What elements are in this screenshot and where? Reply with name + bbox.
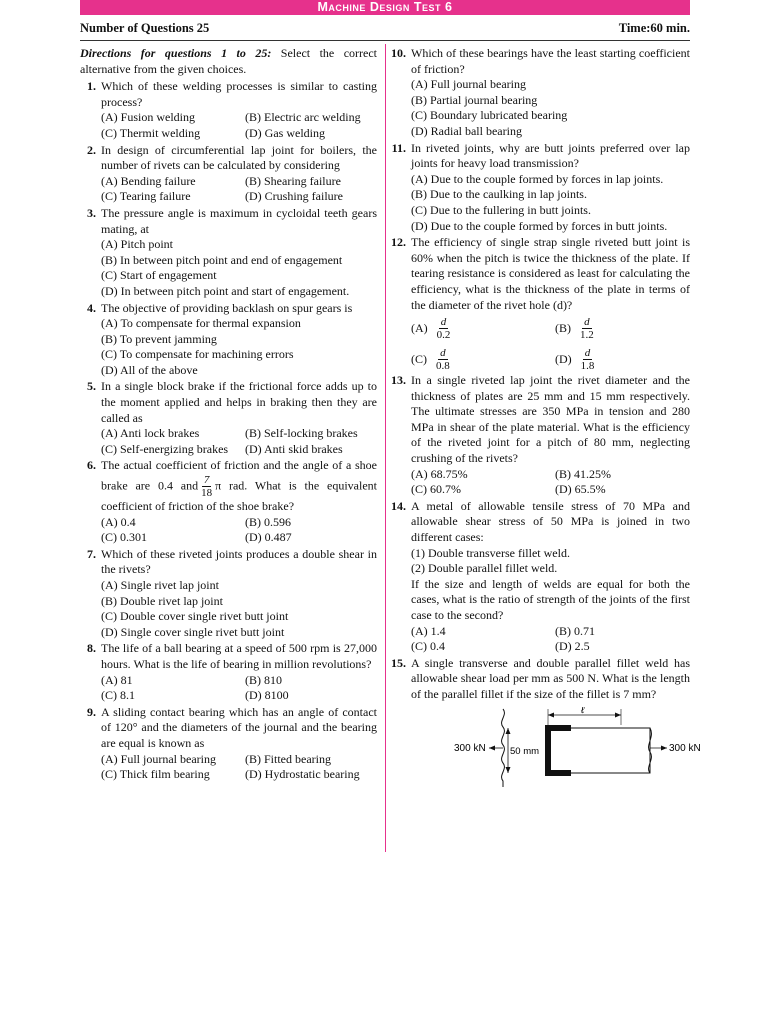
question-number: 7. bbox=[87, 546, 96, 561]
answer-option: (B) 41.25% bbox=[555, 466, 611, 481]
question-stem: In a single block brake if the frictional force adds up to the moment applied and helps in braking then they are called as bbox=[101, 379, 377, 425]
question-count: Number of Questions 25 bbox=[80, 21, 210, 35]
answer-option: (B) Electric arc welding bbox=[245, 110, 361, 125]
answer-option: (A) Single rivet lap joint bbox=[101, 578, 219, 592]
answer-option: (C) 60.7% bbox=[411, 482, 461, 497]
answer-options bbox=[101, 673, 377, 704]
option-label: (B) bbox=[555, 320, 571, 335]
answer-option: (B) Shearing failure bbox=[245, 173, 341, 188]
question-number: 3. bbox=[87, 205, 96, 220]
question bbox=[80, 705, 377, 783]
answer-option bbox=[411, 347, 555, 372]
option-fraction bbox=[435, 316, 453, 341]
answer-option: (D) Radial ball bearing bbox=[411, 123, 522, 138]
question-number: 10. bbox=[391, 46, 406, 60]
question-stem: In design of circumferential lap joint for boilers, the number of rivets can be calculated by considering bbox=[101, 142, 377, 173]
answer-option: (A) Full journal bearing bbox=[101, 751, 216, 766]
question-number: 5. bbox=[87, 379, 96, 394]
answer-option: (B) 810 bbox=[245, 672, 282, 687]
question bbox=[80, 79, 377, 141]
answer-option: (A) Fusion welding bbox=[101, 110, 195, 125]
answer-option: (D) 65.5% bbox=[555, 482, 606, 497]
length-label: ℓ bbox=[581, 706, 585, 716]
question-number: 9. bbox=[87, 704, 96, 719]
question-stem: The efficiency of single strap single riveted butt joint is 60% when the pitch is twice the thickness of the plate. If tearing resistance is considered as least for calculating the efficiency, what is the thickness of the plate in terms of the diameter of the rivet hole (d)? bbox=[411, 235, 690, 312]
question-stem: In a single riveted lap joint the rivet diameter and the thickness of plates are 25 mm and 15 mm respectively. The ultimate stresses are 350 MPa in tension and 280 MPa in shear of the plate material. What is the efficiency of the riveted joint for a pitch of 80 mm, neglecting crushing of the rivets? bbox=[411, 373, 690, 466]
question bbox=[80, 458, 377, 545]
answer-option: (C) Self-energizing brakes bbox=[101, 441, 229, 456]
question-number: 1. bbox=[87, 79, 96, 94]
answer-option: (A) To compensate for thermal expansion bbox=[101, 316, 301, 331]
directions-lead: Directions for questions 1 to 25: bbox=[80, 46, 272, 60]
answer-option: (D) 8100 bbox=[245, 688, 289, 703]
answer-option: (A) 81 bbox=[101, 672, 133, 687]
answer-option: (D) 2.5 bbox=[555, 639, 590, 654]
option-fraction-denominator: 1.8 bbox=[580, 360, 595, 373]
answer-option: (A) 0.4 bbox=[101, 514, 136, 529]
answer-option: (D) Gas welding bbox=[245, 125, 325, 140]
question-number: 2. bbox=[87, 142, 96, 157]
answer-option: (C) Thick film bearing bbox=[101, 767, 210, 782]
question bbox=[390, 141, 690, 235]
answer-option: (C) Start of engagement bbox=[101, 268, 217, 283]
answer-option: (A) Due to the couple formed by forces in lap joints. bbox=[411, 171, 664, 186]
question-stem: In riveted joints, why are butt joints preferred over lap joints for heavy load transmission? bbox=[411, 140, 690, 171]
answer-option: (B) Double rivet lap joint bbox=[101, 593, 223, 608]
answer-option: (B) 0.596 bbox=[245, 514, 291, 529]
option-fraction bbox=[434, 347, 452, 372]
answer-option: (B) In between pitch point and end of engagement bbox=[101, 252, 343, 267]
answer-option: (C) To compensate for machining errors bbox=[101, 347, 294, 362]
left-question-list bbox=[80, 79, 377, 783]
answer-option: (C) Boundary lubricated bearing bbox=[411, 108, 568, 123]
answer-option: (A) 1.4 bbox=[411, 623, 446, 638]
question-stem: A single transverse and double parallel fillet weld has allowable shear load per mm as 500 N. What is the length of the parallel fillet if the size of the fillet is 7 mm? bbox=[411, 655, 690, 701]
question-stem bbox=[101, 458, 377, 514]
option-fraction-numerator: d bbox=[584, 347, 591, 360]
answer-options bbox=[101, 515, 377, 546]
question-stem: The objective of providing backlash on spur gears is bbox=[101, 300, 353, 315]
fraction-numerator: 7 bbox=[203, 474, 210, 487]
question-number: 12. bbox=[391, 235, 406, 250]
question-number: 4. bbox=[87, 300, 96, 315]
question-number: 15. bbox=[391, 655, 406, 670]
answer-options bbox=[101, 174, 377, 205]
option-fraction bbox=[578, 316, 596, 341]
column-divider bbox=[385, 44, 386, 852]
question bbox=[80, 301, 377, 379]
answer-option: (A) Full journal bearing bbox=[411, 77, 526, 92]
case-item: (2) Double parallel fillet weld. bbox=[411, 561, 558, 576]
question-stem: Which of these bearings have the least starting coefficient of friction? bbox=[411, 46, 690, 76]
answer-option: (C) 0.4 bbox=[411, 639, 445, 654]
question-number: 11. bbox=[391, 140, 406, 155]
load-left-label: 300 kN bbox=[454, 742, 486, 754]
answer-options bbox=[411, 467, 690, 498]
fraction-options bbox=[411, 316, 690, 372]
question bbox=[390, 46, 690, 140]
question-stem: Which of these riveted joints produces a double shear in the rivets? bbox=[101, 546, 377, 577]
option-fraction-numerator: d bbox=[440, 347, 446, 360]
question-stem: A sliding contact bearing which has an angle of contact of 120° and the diameters of the journal and the bearing are equal is known as bbox=[101, 704, 377, 750]
directions-text: Select the correct alternative from the given choices. bbox=[80, 46, 377, 76]
load-right-label: 300 kN bbox=[669, 742, 701, 754]
answer-options bbox=[101, 237, 377, 299]
test-title-banner: Machine Design Test 6 bbox=[80, 0, 690, 15]
fraction-denominator: 18 bbox=[201, 487, 213, 500]
answer-options bbox=[411, 77, 690, 139]
answer-option: (A) 68.75% bbox=[411, 466, 468, 481]
answer-option: (B) Due to the caulking in lap joints. bbox=[411, 187, 587, 202]
answer-options bbox=[411, 172, 690, 234]
answer-option: (B) Self-locking brakes bbox=[245, 426, 358, 441]
question-number: 14. bbox=[391, 498, 406, 513]
option-fraction-numerator: d bbox=[440, 316, 447, 329]
answer-option: (D) Hydrostatic bearing bbox=[245, 767, 360, 782]
option-fraction-numerator: d bbox=[584, 316, 590, 329]
answer-option: (B) To prevent jamming bbox=[101, 331, 217, 346]
answer-option: (D) Due to the couple formed by forces in butt joints. bbox=[411, 218, 668, 233]
fillet-weld-diagram bbox=[411, 707, 711, 787]
question-stem: Which of these welding processes is similar to casting process? bbox=[101, 79, 377, 109]
answer-options bbox=[101, 578, 377, 640]
answer-option bbox=[555, 347, 690, 372]
option-fraction bbox=[579, 347, 597, 372]
answer-option: (D) Crushing failure bbox=[245, 189, 343, 204]
stem-text: π rad. What is the equivalent coefficient of friction of the shoe brake? bbox=[101, 478, 377, 514]
answer-options bbox=[411, 624, 690, 655]
answer-option: (D) In between pitch point and start of engagement. bbox=[101, 283, 350, 298]
question bbox=[80, 547, 377, 641]
answer-options bbox=[101, 316, 377, 378]
question-number: 8. bbox=[87, 641, 96, 656]
top-plate bbox=[546, 728, 650, 773]
left-column bbox=[80, 46, 377, 784]
question-stem: A metal of allowable tensile stress of 70 MPa and allowable shear stress of 50 MPa is joined in two different cases: bbox=[411, 498, 690, 545]
answer-option: (A) Anti lock brakes bbox=[101, 426, 200, 441]
question bbox=[80, 379, 377, 457]
directions bbox=[80, 46, 377, 77]
question bbox=[390, 499, 690, 655]
stem-text: The actual coefficient of friction and the angle of a shoe brake are 0.4 and bbox=[101, 458, 377, 493]
question bbox=[80, 641, 377, 703]
answer-option: (C) Double cover single rivet butt joint bbox=[101, 609, 289, 624]
option-fraction-denominator: 1.2 bbox=[580, 329, 594, 342]
answer-options bbox=[101, 110, 377, 141]
answer-option: (A) Pitch point bbox=[101, 237, 173, 252]
answer-option: (D) All of the above bbox=[101, 362, 198, 377]
answer-option: (C) 8.1 bbox=[101, 688, 135, 703]
question bbox=[390, 655, 701, 791]
answer-options bbox=[101, 426, 377, 457]
answer-option: (A) Bending failure bbox=[101, 173, 196, 188]
question bbox=[390, 235, 690, 372]
answer-option: (B) Partial journal bearing bbox=[411, 92, 538, 107]
answer-option: (B) 0.71 bbox=[555, 623, 595, 638]
question-stem: The pressure angle is maximum in cycloidal teeth gears mating, at bbox=[101, 205, 377, 236]
right-question-list bbox=[390, 46, 701, 791]
weld-figure bbox=[411, 706, 701, 792]
header-rule bbox=[80, 40, 690, 41]
question-stem-continued: If the size and length of welds are equal for both the cases, what is the ratio of strength of the joints of the first case to the second? bbox=[411, 576, 690, 622]
option-label: (C) bbox=[411, 351, 427, 366]
question-number: 6. bbox=[87, 458, 96, 473]
question-stem: The life of a ball bearing at a speed of 500 rpm is 27,000 hours. What is the life of bearing in million revolutions? bbox=[101, 641, 377, 671]
option-label: (A) bbox=[411, 320, 428, 335]
fraction bbox=[199, 474, 214, 499]
option-fraction-denominator: 0.2 bbox=[436, 329, 451, 342]
answer-option: (D) Single cover single rivet butt joint bbox=[101, 624, 285, 639]
answer-option: (D) Anti skid brakes bbox=[245, 441, 343, 456]
answer-option: (C) Thermit welding bbox=[101, 125, 201, 140]
option-label: (D) bbox=[555, 351, 572, 366]
time-limit: Time:60 min. bbox=[618, 21, 690, 35]
width-label: 50 mm bbox=[510, 745, 540, 757]
answer-option: (C) 0.301 bbox=[101, 530, 147, 545]
question bbox=[80, 206, 377, 300]
case-item: (1) Double transverse fillet weld. bbox=[411, 545, 570, 560]
question bbox=[80, 143, 377, 205]
answer-option: (C) Due to the fullering in butt joints. bbox=[411, 202, 591, 217]
answer-options bbox=[101, 752, 377, 783]
answer-option: (D) 0.487 bbox=[245, 530, 292, 545]
question bbox=[390, 373, 690, 498]
option-fraction-denominator: 0.8 bbox=[436, 360, 450, 373]
question-number: 13. bbox=[391, 373, 406, 388]
answer-option: (B) Fitted bearing bbox=[245, 751, 331, 766]
answer-option: (C) Tearing failure bbox=[101, 189, 191, 204]
answer-option bbox=[411, 316, 555, 341]
answer-option bbox=[555, 316, 690, 341]
right-column bbox=[390, 46, 701, 792]
